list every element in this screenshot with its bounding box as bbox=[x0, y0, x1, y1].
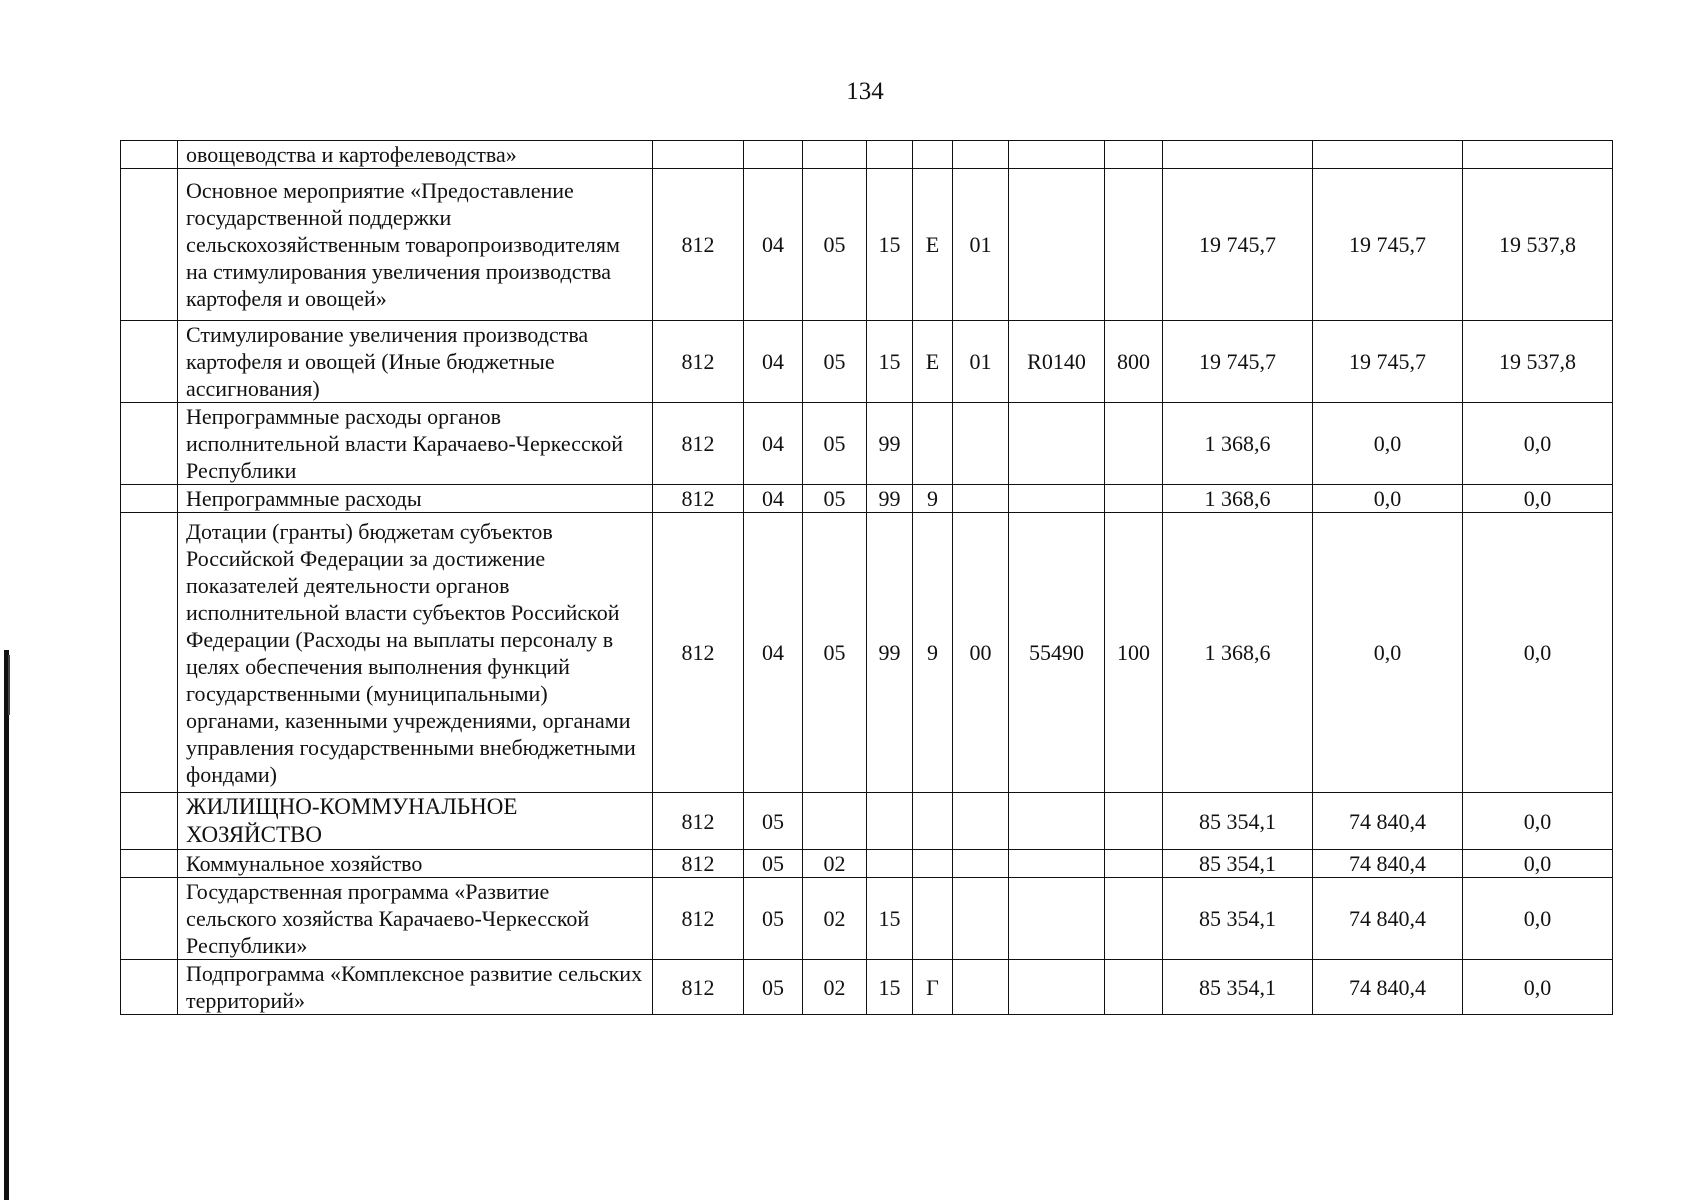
program-code-cell bbox=[867, 850, 913, 878]
expense-name-cell: Коммунальное хозяйство bbox=[178, 850, 653, 878]
razdel-code-cell: 04 bbox=[744, 403, 803, 485]
amount-year-2-cell: 74 840,4 bbox=[1313, 850, 1463, 878]
amount-year-3-cell: 19 537,8 bbox=[1463, 169, 1613, 321]
amount-year-1-cell bbox=[1163, 141, 1313, 169]
podrazdel-code-cell: 05 bbox=[803, 485, 867, 513]
program-code-cell bbox=[867, 793, 913, 850]
razdel-code-cell bbox=[744, 141, 803, 169]
vr-code-cell bbox=[1105, 878, 1163, 960]
row-index-cell bbox=[121, 141, 178, 169]
amount-year-3-cell: 19 537,8 bbox=[1463, 321, 1613, 403]
table-row bbox=[121, 793, 1613, 850]
direction-code-cell bbox=[1009, 850, 1105, 878]
subprogram-code-cell: 9 bbox=[913, 485, 953, 513]
table-row bbox=[121, 169, 1613, 321]
row-index-cell bbox=[121, 513, 178, 793]
glava-code-cell: 812 bbox=[653, 485, 744, 513]
direction-code-cell: R0140 bbox=[1009, 321, 1105, 403]
event-code-cell bbox=[953, 878, 1009, 960]
podrazdel-code-cell: 05 bbox=[803, 513, 867, 793]
page-number: 134 bbox=[846, 78, 884, 105]
razdel-code-cell: 04 bbox=[744, 321, 803, 403]
amount-year-1-cell: 1 368,6 bbox=[1163, 513, 1313, 793]
amount-year-1-cell: 19 745,7 bbox=[1163, 321, 1313, 403]
row-index-cell bbox=[121, 878, 178, 960]
amount-year-1-cell: 85 354,1 bbox=[1163, 960, 1313, 1015]
direction-code-cell bbox=[1009, 960, 1105, 1015]
program-code-cell: 15 bbox=[867, 169, 913, 321]
row-index-cell bbox=[121, 960, 178, 1015]
table-row bbox=[121, 321, 1613, 403]
subprogram-code-cell: E bbox=[913, 169, 953, 321]
amount-year-3-cell: 0,0 bbox=[1463, 403, 1613, 485]
razdel-code-cell: 05 bbox=[744, 850, 803, 878]
amount-year-3-cell: 0,0 bbox=[1463, 513, 1613, 793]
amount-year-2-cell: 0,0 bbox=[1313, 485, 1463, 513]
scan-edge-mark bbox=[4, 650, 9, 1200]
subprogram-code-cell bbox=[913, 878, 953, 960]
expense-name-cell: Стимулирование увеличения производства картофеля и овощей (Иные бюджетные ассигнования) bbox=[178, 321, 653, 403]
program-code-cell: 99 bbox=[867, 403, 913, 485]
amount-year-1-cell: 19 745,7 bbox=[1163, 169, 1313, 321]
expense-name-cell: Непрограммные расходы органов исполнительной власти Карачаево-Черкесской Республики bbox=[178, 403, 653, 485]
amount-year-1-cell: 85 354,1 bbox=[1163, 793, 1313, 850]
amount-year-3-cell: 0,0 bbox=[1463, 878, 1613, 960]
vr-code-cell bbox=[1105, 403, 1163, 485]
table-row bbox=[121, 878, 1613, 960]
event-code-cell bbox=[953, 485, 1009, 513]
vr-code-cell bbox=[1105, 485, 1163, 513]
vr-code-cell: 100 bbox=[1105, 513, 1163, 793]
amount-year-2-cell: 74 840,4 bbox=[1313, 878, 1463, 960]
direction-code-cell bbox=[1009, 485, 1105, 513]
direction-code-cell bbox=[1009, 169, 1105, 321]
vr-code-cell bbox=[1105, 141, 1163, 169]
table-row bbox=[121, 485, 1613, 513]
podrazdel-code-cell: 05 bbox=[803, 403, 867, 485]
amount-year-2-cell: 74 840,4 bbox=[1313, 793, 1463, 850]
event-code-cell bbox=[953, 850, 1009, 878]
razdel-code-cell: 05 bbox=[744, 793, 803, 850]
amount-year-3-cell: 0,0 bbox=[1463, 793, 1613, 850]
expense-name-cell: Дотации (гранты) бюджетам субъектов Российской Федерации за достижение показателей деятельности органов исполнительной власти субъектов Российской Федерации (Расходы на выплаты персоналу в целях обеспечения выполнения функций государственными (муниципальными) органами, казенными учреждениями, органами управления государственными внебюджетными фондами) bbox=[178, 513, 653, 793]
direction-code-cell bbox=[1009, 141, 1105, 169]
expense-name-cell: Основное мероприятие «Предоставление государственной поддержки сельскохозяйственным товаропроизводителям на стимулирования увеличения производства картофеля и овощей» bbox=[178, 169, 653, 321]
amount-year-1-cell: 85 354,1 bbox=[1163, 878, 1313, 960]
event-code-cell bbox=[953, 960, 1009, 1015]
razdel-code-cell: 04 bbox=[744, 513, 803, 793]
expense-name-cell: Подпрограмма «Комплексное развитие сельских территорий» bbox=[178, 960, 653, 1015]
row-index-cell bbox=[121, 793, 178, 850]
budget-table bbox=[120, 140, 1613, 1015]
amount-year-1-cell: 85 354,1 bbox=[1163, 850, 1313, 878]
subprogram-code-cell bbox=[913, 793, 953, 850]
podrazdel-code-cell: 05 bbox=[803, 169, 867, 321]
subprogram-code-cell: Г bbox=[913, 960, 953, 1015]
glava-code-cell bbox=[653, 141, 744, 169]
glava-code-cell: 812 bbox=[653, 169, 744, 321]
vr-code-cell bbox=[1105, 169, 1163, 321]
amount-year-3-cell: 0,0 bbox=[1463, 960, 1613, 1015]
subprogram-code-cell: E bbox=[913, 321, 953, 403]
program-code-cell: 15 bbox=[867, 321, 913, 403]
amount-year-2-cell: 0,0 bbox=[1313, 403, 1463, 485]
row-index-cell bbox=[121, 485, 178, 513]
table-row bbox=[121, 850, 1613, 878]
subprogram-code-cell: 9 bbox=[913, 513, 953, 793]
direction-code-cell bbox=[1009, 403, 1105, 485]
table-row bbox=[121, 960, 1613, 1015]
direction-code-cell bbox=[1009, 793, 1105, 850]
amount-year-1-cell: 1 368,6 bbox=[1163, 485, 1313, 513]
program-code-cell: 99 bbox=[867, 513, 913, 793]
glava-code-cell: 812 bbox=[653, 850, 744, 878]
direction-code-cell bbox=[1009, 878, 1105, 960]
glava-code-cell: 812 bbox=[653, 793, 744, 850]
expense-name-cell: Непрограммные расходы bbox=[178, 485, 653, 513]
program-code-cell bbox=[867, 141, 913, 169]
glava-code-cell: 812 bbox=[653, 513, 744, 793]
razdel-code-cell: 05 bbox=[744, 960, 803, 1015]
glava-code-cell: 812 bbox=[653, 403, 744, 485]
vr-code-cell bbox=[1105, 960, 1163, 1015]
vr-code-cell bbox=[1105, 850, 1163, 878]
event-code-cell: 00 bbox=[953, 513, 1009, 793]
table-row bbox=[121, 141, 1613, 169]
program-code-cell: 15 bbox=[867, 878, 913, 960]
razdel-code-cell: 05 bbox=[744, 878, 803, 960]
row-index-cell bbox=[121, 169, 178, 321]
amount-year-2-cell: 74 840,4 bbox=[1313, 960, 1463, 1015]
row-index-cell bbox=[121, 321, 178, 403]
subprogram-code-cell bbox=[913, 141, 953, 169]
expense-name-cell: Государственная программа «Развитие сельского хозяйства Карачаево-Черкесской Республики» bbox=[178, 878, 653, 960]
program-code-cell: 99 bbox=[867, 485, 913, 513]
subprogram-code-cell bbox=[913, 403, 953, 485]
direction-code-cell: 55490 bbox=[1009, 513, 1105, 793]
vr-code-cell bbox=[1105, 793, 1163, 850]
glava-code-cell: 812 bbox=[653, 960, 744, 1015]
program-code-cell: 15 bbox=[867, 960, 913, 1015]
podrazdel-code-cell bbox=[803, 141, 867, 169]
amount-year-3-cell: 0,0 bbox=[1463, 485, 1613, 513]
amount-year-3-cell: 0,0 bbox=[1463, 850, 1613, 878]
razdel-code-cell: 04 bbox=[744, 169, 803, 321]
amount-year-3-cell bbox=[1463, 141, 1613, 169]
amount-year-2-cell: 19 745,7 bbox=[1313, 321, 1463, 403]
glava-code-cell: 812 bbox=[653, 321, 744, 403]
podrazdel-code-cell: 02 bbox=[803, 960, 867, 1015]
podrazdel-code-cell: 05 bbox=[803, 321, 867, 403]
event-code-cell bbox=[953, 793, 1009, 850]
amount-year-2-cell: 19 745,7 bbox=[1313, 169, 1463, 321]
amount-year-1-cell: 1 368,6 bbox=[1163, 403, 1313, 485]
table-row bbox=[121, 403, 1613, 485]
event-code-cell: 01 bbox=[953, 321, 1009, 403]
amount-year-2-cell: 0,0 bbox=[1313, 513, 1463, 793]
scan-edge-mark-thin bbox=[8, 655, 10, 715]
podrazdel-code-cell: 02 bbox=[803, 878, 867, 960]
event-code-cell bbox=[953, 403, 1009, 485]
event-code-cell bbox=[953, 141, 1009, 169]
event-code-cell: 01 bbox=[953, 169, 1009, 321]
podrazdel-code-cell bbox=[803, 793, 867, 850]
vr-code-cell: 800 bbox=[1105, 321, 1163, 403]
glava-code-cell: 812 bbox=[653, 878, 744, 960]
podrazdel-code-cell: 02 bbox=[803, 850, 867, 878]
table-row bbox=[121, 513, 1613, 793]
row-index-cell bbox=[121, 850, 178, 878]
razdel-code-cell: 04 bbox=[744, 485, 803, 513]
amount-year-2-cell bbox=[1313, 141, 1463, 169]
row-index-cell bbox=[121, 403, 178, 485]
expense-name-cell: овощеводства и картофелеводства» bbox=[178, 141, 653, 169]
subprogram-code-cell bbox=[913, 850, 953, 878]
expense-name-cell: ЖИЛИЩНО-КОММУНАЛЬНОЕ ХОЗЯЙСТВО bbox=[178, 793, 653, 850]
